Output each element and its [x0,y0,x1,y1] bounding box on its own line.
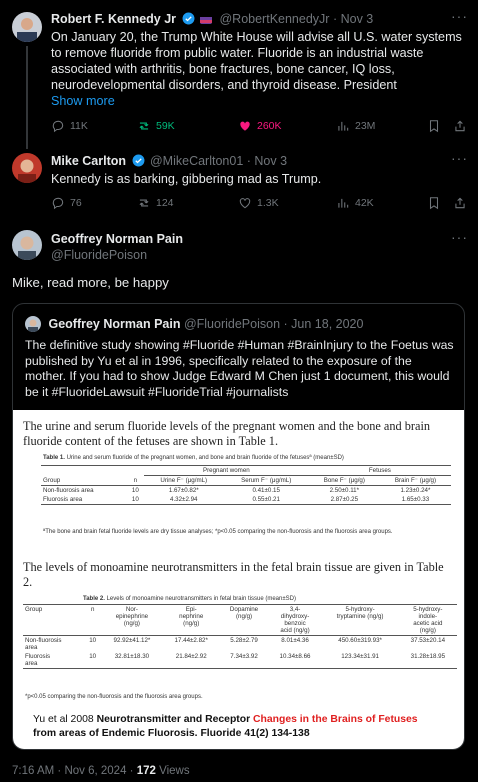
more-options-icon[interactable]: ··· [451,229,468,245]
table-cell: 5.28±2.79 [230,637,258,644]
table-cell: 10 [131,487,139,494]
separator-dot: · [57,765,62,777]
reply-icon [51,196,65,210]
display-name[interactable]: Robert F. Kennedy Jr [51,12,177,26]
table-cell: 1.65±0.33 [401,496,430,503]
citation [33,713,453,741]
bookmark-button[interactable] [427,119,441,133]
reply-icon [51,119,65,133]
repost-button[interactable] [137,119,175,133]
post-date[interactable]: Nov 6, 2024 [64,765,127,777]
doc-paragraph-2: The levels of monoamine neurotransmitters in the fetal brain tissue are given in Table 2. [23,560,444,589]
flag-icon [200,15,212,24]
views-icon [336,119,350,133]
action-bar [51,196,466,212]
heart-icon [238,196,252,210]
handle[interactable]: @FluoridePoison [51,248,148,262]
quoted-handle: @FluoridePoison [183,317,281,331]
table-cell: 17.44±2.82* [174,637,208,644]
table-cell: 4.32±2.94 [170,496,198,503]
bookmark-button[interactable] [427,196,441,210]
post-time[interactable]: 7:16 AM [12,765,55,777]
heart-icon [238,119,252,133]
verified-badge-icon [132,154,145,167]
tweet-header [51,154,287,168]
separator-dot: · [246,154,251,168]
table-cell: 1.23±0.24* [400,487,431,494]
quoted-tweet-text: The definitive study showing #Fluoride #Human #BrainInjury to the Foetus was published by Yu et al in 1996, specifically related to the exposure of the mother. If you had to show Judge Edward M Chen just 1 document, this would be it #FluorideLawsuit #FluorideTrial #journalists [25,338,454,400]
views-button[interactable] [336,196,374,210]
more-options-icon[interactable]: ··· [451,8,468,24]
table1-group-pregnant: Pregnant women [144,466,309,476]
action-bar [51,119,466,135]
post-views-count: 172 [136,765,156,777]
repost-count: 124 [156,197,174,209]
separator-dot: · [332,12,338,26]
quoted-tweet-header [25,316,363,332]
table2-header: Dopamine (ng/g) [229,606,259,620]
table1-header: Serum F⁻ (μg/mL) [241,477,292,484]
share-button[interactable] [453,196,467,210]
like-count: 1.3K [257,197,279,209]
tweet-text-content: Kennedy is as barking, gibbering mad as Trump. [51,172,322,186]
tweet-rfk[interactable] [0,0,478,145]
table-row [41,486,451,496]
table2-caption-text: Levels of monoamine neurotransmitters in fetal brain tissue (mean±SD) [106,596,296,602]
table-cell: 2.87±0.25 [330,496,359,503]
table2-header: Nor- epinephrine (ng/g) [115,606,149,627]
citation-prefix: Yu et al 2008 [33,714,97,725]
handle[interactable]: @MikeCarlton01 [149,154,244,168]
table1-group-fetuses: Fetuses [309,466,451,476]
quoted-image-document[interactable] [13,410,464,750]
verified-badge-icon [182,12,195,25]
table1-caption-label: Table 1. [43,455,65,461]
table1-caption-text: Urine and serum fluoride of the pregnant women, and bone and brain fluoride of the fetusesª (mean±SD) [66,455,344,461]
reply-count: 76 [70,197,82,209]
repost-button[interactable] [137,196,174,210]
share-icon [453,196,467,210]
table1 [41,465,451,505]
quoted-timestamp: Jun 18, 2020 [291,317,364,331]
main-tweet-header [51,232,183,246]
table1-header: Urine F⁻ (μg/mL) [160,477,208,484]
table-cell: 32.81±18.30 [114,653,150,660]
table-row [23,636,457,653]
table2-header: n [90,606,95,613]
table-cell: 10 [89,653,97,660]
avatar-rfk[interactable] [12,12,42,42]
citation-bold: Neurotransmitter and Receptor [96,714,254,725]
handle[interactable]: @RobertKennedyJr [219,12,330,26]
quoted-avatar [25,316,41,332]
table-cell: 450.60±319.93* [338,637,382,644]
bookmark-icon [427,196,441,210]
table-cell: 123.34±31.91 [341,653,379,660]
like-count: 260K [257,120,282,132]
table2-header: 5-hydroxy- tryptamine (ng/g) [336,606,384,620]
table1-caption [43,455,344,461]
table2-header: 3,4- dihydroxy- benzoic acid (ng/g) [280,606,310,634]
doc-paragraph-1: The urine and serum fluoride levels of the pregnant women and the bone and brain fluoride content of the fetuses are shown in Table 1. [23,419,431,448]
table-cell: Non-fluorosis area [25,637,62,651]
views-count: 23M [355,120,376,132]
main-tweet-handle-row [51,248,147,262]
table-cell: 31.28±18.95 [410,653,446,660]
views-icon [336,196,350,210]
views-button[interactable] [336,119,375,133]
separator-dot: · [283,317,288,331]
table-cell: 0.41±0.15 [252,487,280,494]
table2-header: Group [25,606,43,613]
tweet-text-content: On January 20, the Trump White House will advise all U.S. water systems to remove fluoride from public water. Fluoride is an industrial waste associated with arthritis, bone fractures, bone cancer, IQ loss, neurodevelopmental disorders, and thyroid disease. President [51,30,462,92]
table-cell: 8.01±4.36 [281,637,309,644]
table1-header: Group [43,476,61,484]
avatar-geoffrey-pain[interactable] [12,230,42,260]
repost-icon [137,119,151,133]
table2 [23,604,457,669]
table-cell: 1.67±0.82* [168,487,199,494]
share-button[interactable] [453,119,467,133]
table1-header: n [133,476,138,484]
table-row [41,495,451,505]
quoted-display-name: Geoffrey Norman Pain [48,317,181,331]
more-options-icon[interactable]: ··· [451,150,468,166]
display-name[interactable]: Mike Carlton [51,154,127,168]
timestamp[interactable]: Nov 3 [254,154,288,168]
reply-count: 11K [70,120,88,132]
table2-footnote: *p<0.05 comparing the non-fluorosis and the fluorosis area groups. [25,694,203,700]
share-icon [453,119,467,133]
show-more-link[interactable]: Show more [51,94,115,108]
table-cell: 10 [89,637,97,644]
tweet-text [51,29,466,109]
main-tweet-text [12,275,427,291]
quoted-tweet[interactable] [12,303,465,750]
table-cell: 37.53±20.14 [410,637,446,644]
table1-header: Bone F⁻ (μg/g) [323,477,365,484]
table-cell: Non-fluorosis area [43,487,94,494]
table-cell: 10 [131,496,139,503]
display-name[interactable]: Geoffrey Norman Pain [51,232,183,246]
table-row [23,652,457,669]
table-cell: Fluorosis area [25,653,51,667]
reply-button[interactable] [51,119,88,133]
table1-header: Brain F⁻ (μg/g) [394,477,437,484]
like-button[interactable] [238,119,282,133]
avatar-mike-carlton[interactable] [12,153,42,183]
tweet-meta [12,765,190,777]
table1-footnote: ªThe bone and brain fetal fluoride levels are dry tissue analyses; *p<0.05 comparing the non-fluorosis and the fluorosis area groups. [43,529,393,535]
like-button[interactable] [238,196,279,210]
table-cell: 2.50±0.11* [329,487,360,494]
post-views-label: Views [159,765,190,777]
table2-header: 5-hydroxy- indole- acetic acid (ng/g) [413,606,443,634]
tweet-header [51,12,373,26]
views-count: 42K [355,197,374,209]
table-cell: 92.92±41.12* [113,637,151,644]
table2-caption [83,596,296,602]
bookmark-icon [427,119,441,133]
timestamp[interactable]: Nov 3 [340,12,374,26]
table-cell: 7.34±3.92 [230,653,258,660]
repost-count: 59K [156,120,175,132]
table-cell: Fluorosis area [43,496,83,503]
repost-icon [137,196,151,210]
citation-suffix: from areas of Endemic Fluorosis. Fluoride 41(2) 134-138 [33,728,310,739]
table-cell: 0.55±0.21 [252,496,280,503]
table2-caption-label: Table 2. [83,596,105,602]
tweet-text [51,171,466,187]
tweet-mike-carlton[interactable] [0,149,478,223]
table-cell: 21.84±2.92 [175,653,207,660]
citation-highlight: Changes in the Brains of Fetuses [253,714,418,725]
reply-button[interactable] [51,196,82,210]
separator-dot: · [129,765,134,777]
main-tweet-text-content: Mike, read more, be happy [12,275,169,290]
table-cell: 10.34±8.66 [279,653,311,660]
thread-line [26,46,28,149]
table2-header: Epi- nephrine (ng/g) [179,606,204,627]
